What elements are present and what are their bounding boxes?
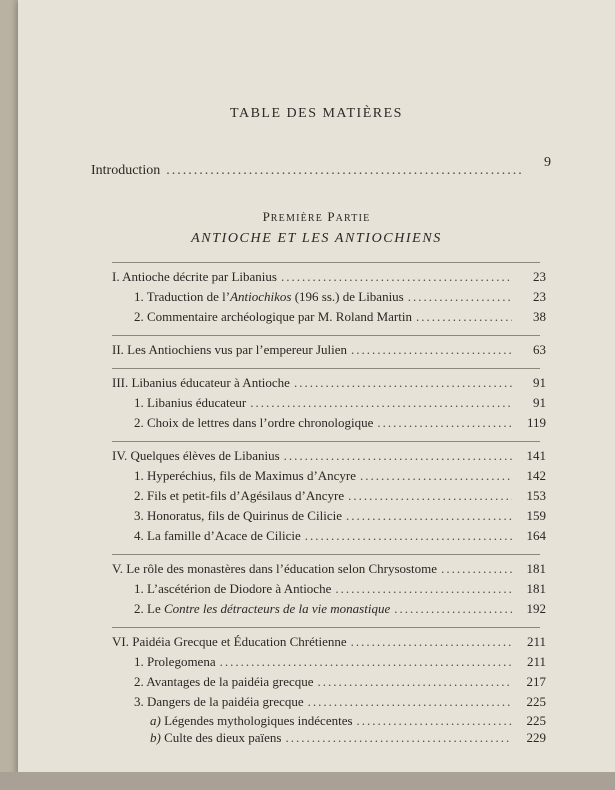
entry-label: 1. Libanius éducateur [134, 395, 247, 410]
dot-leader [348, 486, 512, 506]
entry-page: 142 [526, 468, 546, 483]
entry-label: III. Libanius éducateur à Antioche [112, 375, 290, 390]
entry-label: 3. Honoratus, fils de Quirinus de Cilicie [134, 508, 342, 523]
dot-leader [377, 413, 512, 433]
entry-label: 1. Traduction de l’Antiochikos (196 ss.) de Libanius [134, 289, 404, 304]
entry-page: 181 [526, 581, 546, 596]
entry-page: 164 [526, 528, 546, 543]
part-title: ANTIOCHE ET LES ANTIOCHIENS [191, 231, 442, 246]
dot-leader [220, 652, 512, 672]
entry-label: 1. Prolegomena [134, 654, 216, 669]
dot-leader [351, 340, 512, 360]
toc-section [112, 559, 546, 619]
dot-leader [408, 287, 512, 307]
dot-leader [166, 163, 523, 179]
toc-entry [112, 340, 546, 360]
toc-section [112, 340, 546, 360]
entry-label: 2. Avantages de la paidéia grecque [134, 674, 314, 689]
entry-page: 23 [533, 289, 546, 304]
dot-leader [285, 729, 512, 746]
entry-page: 91 [533, 375, 546, 390]
entry-label: I. Antioche décrite par Libanius [112, 269, 277, 284]
entry-label: 2. Le Contre les détracteurs de la vie monastique [134, 601, 391, 616]
dot-leader [305, 526, 512, 546]
toc-subentry [112, 652, 546, 672]
dot-leader [416, 307, 512, 327]
entry-page: 153 [526, 488, 546, 503]
book-page [18, 0, 615, 778]
toc-subentry [112, 393, 546, 413]
toc-subentry [112, 692, 546, 712]
toc-section [112, 267, 546, 327]
dot-leader [335, 579, 512, 599]
entry-label: IV. Quelques élèves de Libanius [112, 448, 280, 463]
dot-leader [360, 466, 512, 486]
entry-page: 211 [526, 654, 546, 669]
dot-leader [346, 506, 512, 526]
dot-leader [250, 393, 512, 413]
part-label-initial-1: P [262, 209, 271, 224]
entry-page: 23 [533, 269, 546, 284]
entry-label: 1. L’ascétérion de Diodore à Antioche [134, 581, 332, 596]
table-of-contents [112, 262, 546, 754]
entry-page: 63 [533, 342, 546, 357]
entry-page: 38 [533, 309, 546, 324]
part-label-initial-2: P [327, 209, 336, 224]
part-label [18, 209, 615, 225]
entry-page: 141 [526, 448, 546, 463]
dot-leader [284, 446, 512, 466]
section-rule [112, 335, 540, 336]
toc-entry [112, 267, 546, 287]
toc-section [112, 373, 546, 433]
part-label-rest-1: REMIÈRE [270, 213, 324, 224]
dot-leader [351, 632, 512, 652]
section-rule [112, 554, 540, 555]
entry-label: 3. Dangers de la paidéia grecque [134, 694, 304, 709]
entry-label: b) Culte des dieux païens [150, 730, 282, 745]
entry-page: 91 [533, 395, 546, 410]
entry-page: 229 [526, 730, 546, 745]
entry-page: 9 [544, 155, 551, 170]
entry-page: 192 [526, 601, 546, 616]
toc-subsubentry [112, 712, 546, 729]
entry-page: 225 [526, 694, 546, 709]
dot-leader [294, 373, 512, 393]
page-title: TABLE DES MATIÈRES [230, 106, 403, 121]
section-rule [112, 441, 540, 442]
toc-subentry [112, 287, 546, 307]
dot-leader [357, 712, 512, 729]
dot-leader [281, 267, 512, 287]
toc-subentry [112, 413, 546, 433]
entry-page: 119 [526, 415, 546, 430]
entry-page: 217 [526, 674, 546, 689]
entry-page: 181 [526, 561, 546, 576]
toc-subentry [112, 599, 546, 619]
entry-page: 159 [526, 508, 546, 523]
toc-entry [112, 373, 546, 393]
toc-subentry [112, 506, 546, 526]
entry-page: 225 [526, 713, 546, 728]
toc-subentry [112, 307, 546, 327]
entry-label: 2. Commentaire archéologique par M. Roland Martin [134, 309, 412, 324]
toc-subentry [112, 672, 546, 692]
toc-subentry [112, 579, 546, 599]
entry-label: 2. Choix de lettres dans l’ordre chronologique [134, 415, 374, 430]
dot-leader [394, 599, 512, 619]
toc-entry [112, 632, 546, 652]
entry-label: a) Légendes mythologiques indécentes [150, 713, 353, 728]
entry-page: 211 [526, 634, 546, 649]
entry-label: 1. Hyperéchius, fils de Maximus d’Ancyre [134, 468, 357, 483]
section-rule [112, 262, 540, 263]
toc-section [112, 632, 546, 746]
entry-label: Introduction [91, 163, 161, 178]
dot-leader [441, 559, 512, 579]
entry-label: 2. Fils et petit-fils d’Agésilaus d’Ancyre [134, 488, 345, 503]
toc-entry [112, 446, 546, 466]
toc-subentry [112, 526, 546, 546]
toc-subentry [112, 466, 546, 486]
toc-entry-introduction [91, 155, 551, 179]
toc-subsubentry [112, 729, 546, 746]
toc-subentry [112, 486, 546, 506]
entry-label: 4. La famille d’Acace de Cilicie [134, 528, 301, 543]
entry-label: II. Les Antiochiens vus par l’empereur Julien [112, 342, 348, 357]
dot-leader [308, 692, 512, 712]
section-rule [112, 368, 540, 369]
dot-leader [318, 672, 512, 692]
section-rule [112, 627, 540, 628]
toc-entry [112, 559, 546, 579]
page-bottom-edge [0, 772, 615, 790]
entry-label: V. Le rôle des monastères dans l’éducation selon Chrysostome [112, 561, 438, 576]
part-label-rest-2: ARTIE [335, 213, 371, 224]
toc-section [112, 446, 546, 546]
entry-label: VI. Paidéia Grecque et Éducation Chrétienne [112, 634, 347, 649]
